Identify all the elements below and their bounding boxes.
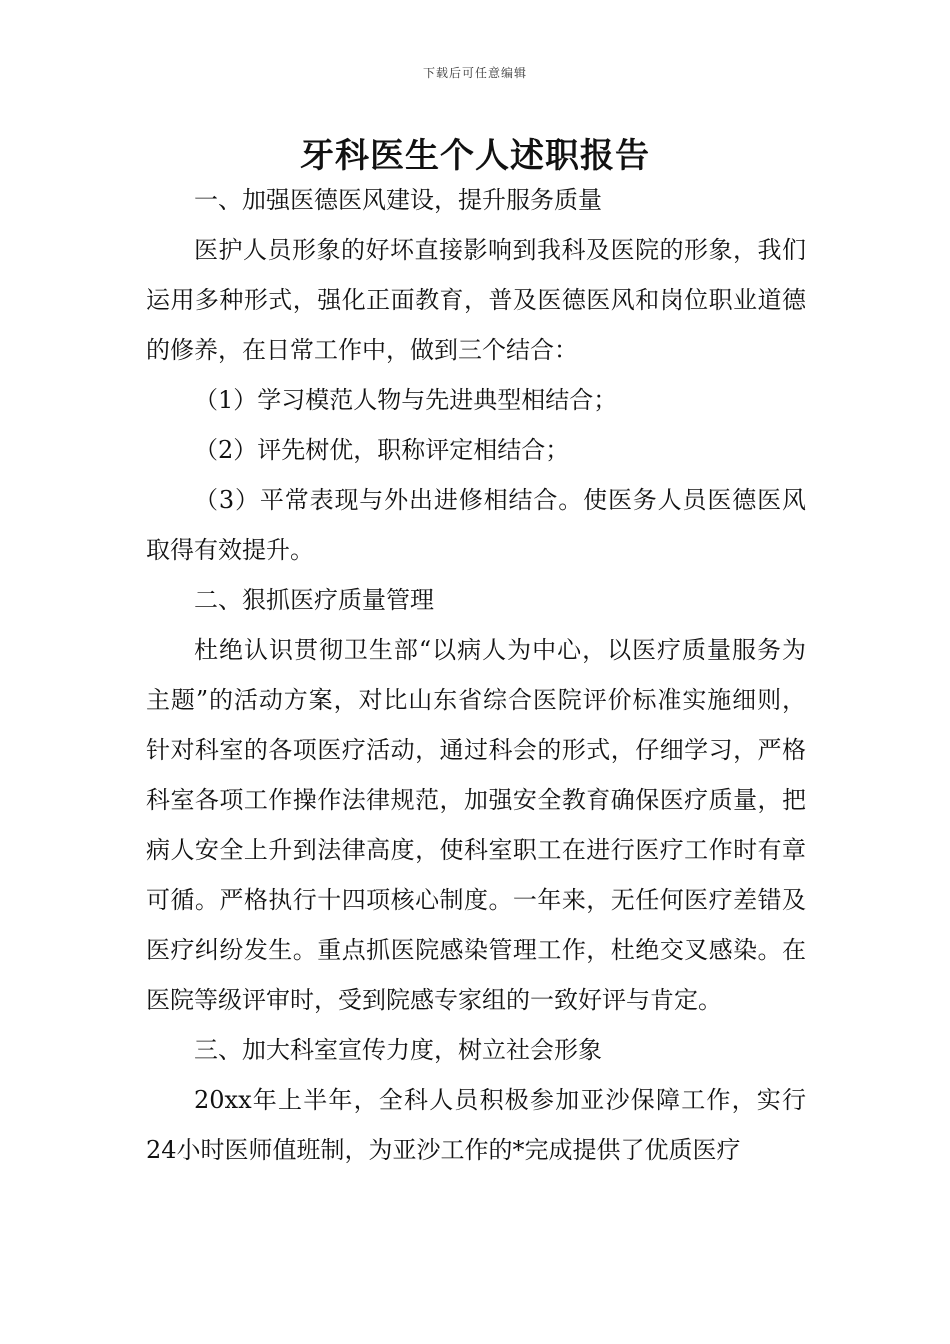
document-title: 牙科医生个人述职报告 [300, 136, 650, 176]
section-heading-1: 一、加强医德医风建设，提升服务质量 [194, 186, 602, 214]
header-note: 下载后可任意编辑 [422, 66, 527, 80]
paragraph-2: 杜绝认识贯彻卫生部“以病人为中心，以医疗质量服务为主题”的活动方案，对比山东省综合医院评价标准实施细则，针对科室的各项医疗活动，通过科会的形式，仔细学习，严格科室各项工作操作法律规范，加强安全教育确保医疗质量，把病人安全上升到法律高度，使科室职工在进行医疗工作时有章可循。严格执行十四项核心制度。一年来，无任何医疗差错及医疗纠纷发生。重点抓医院感染管理工作，杜绝交叉感染。在医院等级评审时，受到院感专家组的一致好评与肯定。 [146, 636, 806, 1014]
list-item-1: （1）学习模范人物与先进典型相结合； [194, 386, 618, 414]
document-body [146, 175, 806, 1175]
list-item-2: （2）评先树优，职称评定相结合； [194, 436, 570, 464]
section-heading-2: 二、狠抓医疗质量管理 [194, 586, 434, 614]
paragraph-1: 医护人员形象的好坏直接影响到我科及医院的形象，我们运用多种形式，强化正面教育，普及医德医风和岗位职业道德的修养，在日常工作中，做到三个结合： [146, 236, 806, 364]
section-heading-3: 三、加大科室宣传力度，树立社会形象 [194, 1036, 602, 1064]
list-item-3: （3）平常表现与外出进修相结合。使医务人员医德医风取得有效提升。 [146, 486, 806, 564]
paragraph-3: 20xx年上半年，全科人员积极参加亚沙保障工作，实行24小时医师值班制，为亚沙工作的*完成提供了优质医疗 [146, 1086, 806, 1164]
